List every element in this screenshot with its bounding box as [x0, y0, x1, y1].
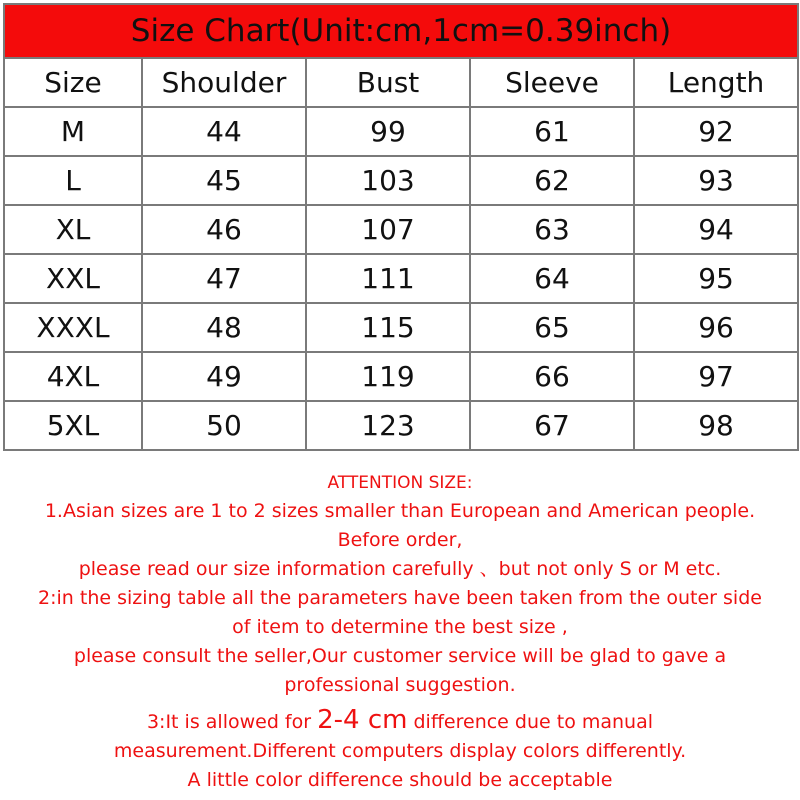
note1-line1: 1.Asian sizes are 1 to 2 sizes smaller than European and American people. — [44, 500, 756, 522]
bust-cell: 119 — [306, 352, 470, 401]
bust-cell: 99 — [306, 107, 470, 156]
size-cell: M — [4, 107, 142, 156]
table-row — [4, 254, 798, 303]
note3-prefix: 3:It is allowed for — [146, 711, 318, 733]
note3-line1 — [0, 706, 800, 737]
length-cell: 97 — [634, 352, 798, 401]
size-chart-table — [3, 3, 799, 451]
column-header-sleeve: Sleeve — [470, 58, 634, 107]
note3-line2: measurement.Different computers display colors differently. — [113, 740, 687, 762]
note2-line2: of item to determine the best size , — [232, 616, 568, 638]
note1-line3: please read our size information carefully 、but not only S or M etc. — [78, 558, 722, 580]
bust-cell: 111 — [306, 254, 470, 303]
note1-line2: Before order, — [337, 529, 463, 551]
chart-title: Size Chart(Unit:cm,1cm=0.39inch) — [4, 4, 798, 58]
sleeve-cell: 61 — [470, 107, 634, 156]
size-cell: XL — [4, 205, 142, 254]
bust-cell: 107 — [306, 205, 470, 254]
sleeve-cell: 65 — [470, 303, 634, 352]
note2-line1: 2:in the sizing table all the parameters have been taken from the outer side — [38, 587, 762, 609]
title-row — [4, 4, 798, 58]
length-cell: 96 — [634, 303, 798, 352]
note2-line4: professional suggestion. — [284, 674, 516, 696]
table-row — [4, 303, 798, 352]
shoulder-cell: 50 — [142, 401, 306, 450]
sleeve-cell: 64 — [470, 254, 634, 303]
attention-heading: ATTENTION SIZE: — [327, 473, 473, 493]
length-cell: 94 — [634, 205, 798, 254]
length-cell: 95 — [634, 254, 798, 303]
column-header-bust: Bust — [306, 58, 470, 107]
bust-cell: 103 — [306, 156, 470, 205]
size-cell: XXL — [4, 254, 142, 303]
attention-notes — [0, 470, 800, 795]
table-row — [4, 205, 798, 254]
table-row — [4, 401, 798, 450]
sleeve-cell: 63 — [470, 205, 634, 254]
header-row — [4, 58, 798, 107]
bust-cell: 115 — [306, 303, 470, 352]
size-cell: 5XL — [4, 401, 142, 450]
table-row — [4, 107, 798, 156]
shoulder-cell: 46 — [142, 205, 306, 254]
note3-tolerance: 2-4 cm — [317, 705, 408, 735]
column-header-size: Size — [4, 58, 142, 107]
table-row — [4, 352, 798, 401]
size-cell: XXXL — [4, 303, 142, 352]
note3-suffix: difference due to manual — [407, 711, 654, 733]
size-cell: 4XL — [4, 352, 142, 401]
shoulder-cell: 48 — [142, 303, 306, 352]
shoulder-cell: 49 — [142, 352, 306, 401]
shoulder-cell: 45 — [142, 156, 306, 205]
note3-line3: A little color difference should be acceptable — [187, 769, 613, 791]
column-header-length: Length — [634, 58, 798, 107]
note2-line3: please consult the seller,Our customer service will be glad to gave a — [73, 645, 727, 667]
table-row — [4, 156, 798, 205]
size-cell: L — [4, 156, 142, 205]
shoulder-cell: 44 — [142, 107, 306, 156]
sleeve-cell: 67 — [470, 401, 634, 450]
length-cell: 92 — [634, 107, 798, 156]
sleeve-cell: 62 — [470, 156, 634, 205]
shoulder-cell: 47 — [142, 254, 306, 303]
bust-cell: 123 — [306, 401, 470, 450]
column-header-shoulder: Shoulder — [142, 58, 306, 107]
sleeve-cell: 66 — [470, 352, 634, 401]
length-cell: 93 — [634, 156, 798, 205]
length-cell: 98 — [634, 401, 798, 450]
